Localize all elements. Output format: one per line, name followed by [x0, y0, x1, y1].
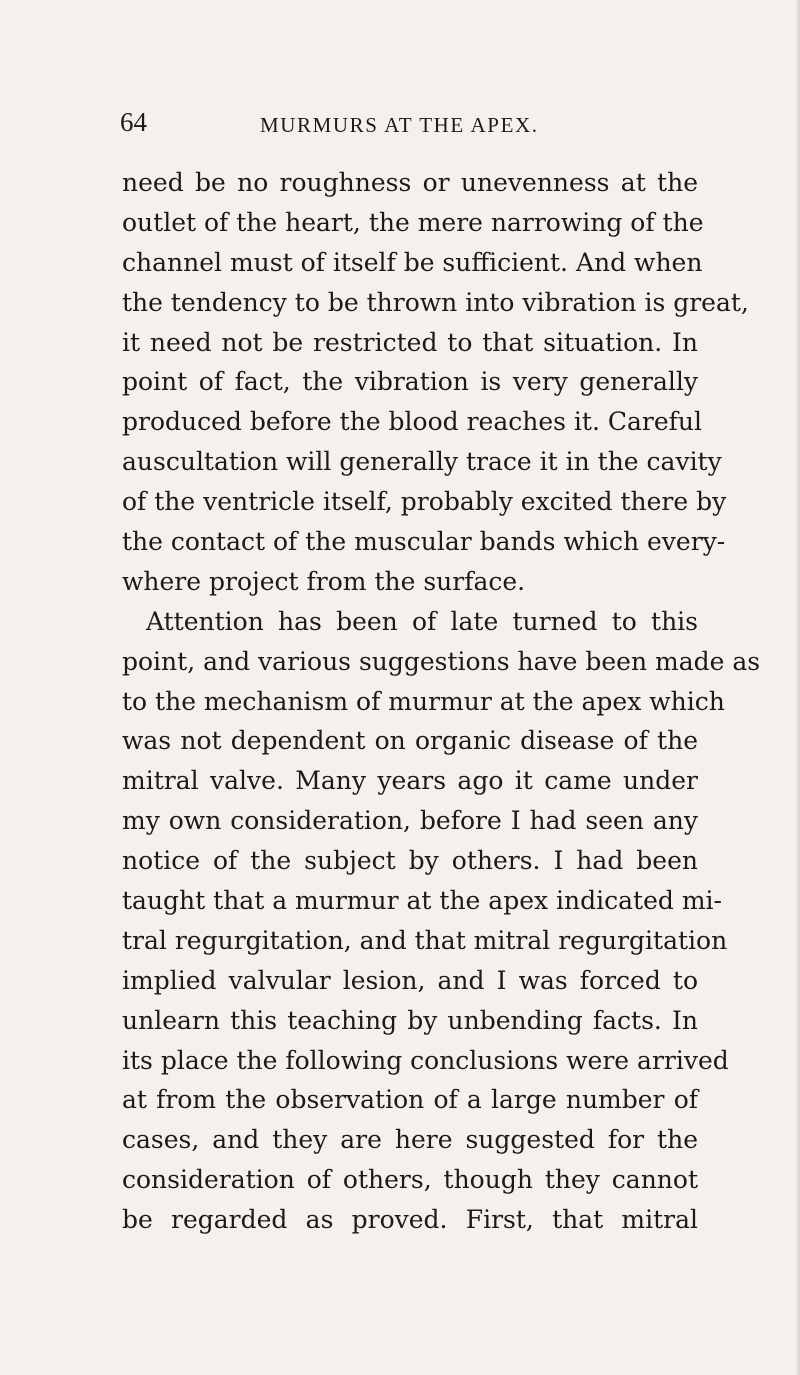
- text-line: cases, and they are here suggested for the: [122, 1125, 698, 1155]
- text-line: outlet of the heart, the mere narrowing of the: [122, 207, 704, 237]
- text-line: implied valvular lesion, and I was forced to: [122, 965, 698, 995]
- text-line: taught that a murmur at the apex indicated mi-: [122, 886, 722, 916]
- text-line: my own consideration, before I had seen any: [122, 806, 698, 836]
- text-line: where project from the surface.: [122, 566, 526, 596]
- body-text: [122, 163, 761, 1240]
- text-line: of the ventricle itself, probably excited there by: [122, 487, 727, 517]
- text-line: mitral valve. Many years ago it came under: [122, 766, 698, 796]
- text-line: consideration of others, though they cannot: [122, 1165, 698, 1195]
- text-line: need be no roughness or unevenness at the: [122, 168, 698, 197]
- text-line: be regarded as proved. First, that mitral: [122, 1205, 698, 1235]
- text-line: notice of the subject by others. I had been: [122, 846, 698, 876]
- text-line: unlearn this teaching by unbending facts. In: [122, 1005, 698, 1035]
- text-line: Attention has been of late turned to this: [146, 606, 698, 636]
- text-line: point of fact, the vibration is very generally: [122, 367, 698, 397]
- running-title: MURMURS AT THE APEX.: [260, 113, 539, 137]
- text-line: the contact of the muscular bands which every-: [122, 527, 726, 557]
- text-line: the tendency to be thrown into vibration is great,: [122, 287, 749, 317]
- text-line: to the mechanism of murmur at the apex which: [122, 686, 725, 716]
- text-line: at from the observation of a large number of: [122, 1085, 698, 1115]
- text-line: tral regurgitation, and that mitral regurgitation: [122, 925, 728, 955]
- text-line: was not dependent on organic disease of the: [122, 726, 698, 756]
- text-line: its place the following conclusions were arrived: [122, 1045, 729, 1075]
- text-line: it need not be restricted to that situation. In: [122, 327, 698, 357]
- page-number: 64: [120, 107, 147, 137]
- text-line: auscultation will generally trace it in the cavity: [122, 447, 722, 477]
- page-header: [120, 104, 720, 140]
- page-edge-shadow: [795, 0, 800, 1375]
- text-line: produced before the blood reaches it. Careful: [122, 407, 702, 437]
- text-line: point, and various suggestions have been made as: [122, 646, 761, 676]
- text-line: channel must of itself be sufficient. And when: [122, 247, 703, 277]
